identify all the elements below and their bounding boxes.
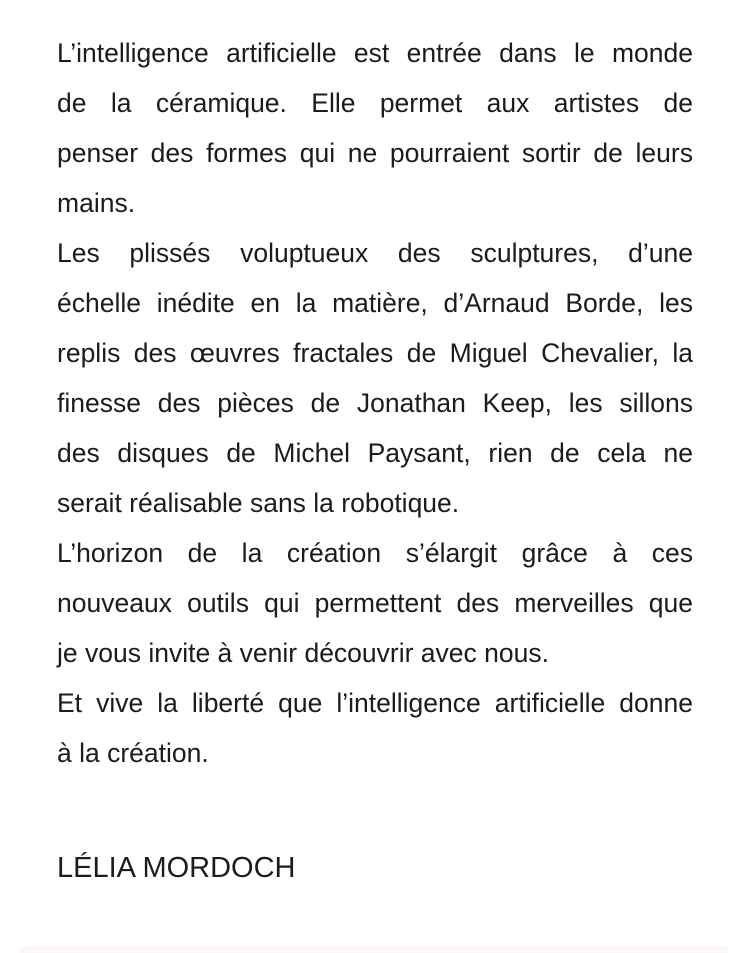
paragraph-2 [57,228,693,528]
paragraph-4 [57,678,693,778]
text-line: finesse des pièces de Jonathan Keep, les sillons [57,388,693,418]
text-line: je vous invite à venir découvrir avec nous. [57,638,549,668]
text-block [57,28,693,893]
paragraph-3 [57,528,693,678]
text-line: échelle inédite en la matière, d’Arnaud Borde, les [57,288,693,318]
text-line: à la création. [57,738,209,768]
text-line: de la céramique. Elle permet aux artistes de [57,88,693,118]
paragraph-1 [57,28,693,228]
text-line: des disques de Michel Paysant, rien de cela ne [57,438,693,468]
signature-name: LÉLIA MORDOCH [57,852,296,884]
footer-strip [20,946,728,953]
text-line: nouveaux outils qui permettent des merveilles que [57,588,693,618]
text-line: penser des formes qui ne pourraient sortir de leurs [57,138,693,168]
text-line: mains. [57,188,136,218]
text-line: L’horizon de la création s’élargit grâce à ces [57,538,693,568]
text-line: Les plissés voluptueux des sculptures, d’une [57,238,693,268]
text-line: L’intelligence artificielle est entrée dans le monde [57,38,693,68]
text-line: replis des œuvres fractales de Miguel Chevalier, la [57,338,693,368]
text-line: Et vive la liberté que l’intelligence artificielle donne [57,688,693,718]
text-line: serait réalisable sans la robotique. [57,488,460,518]
